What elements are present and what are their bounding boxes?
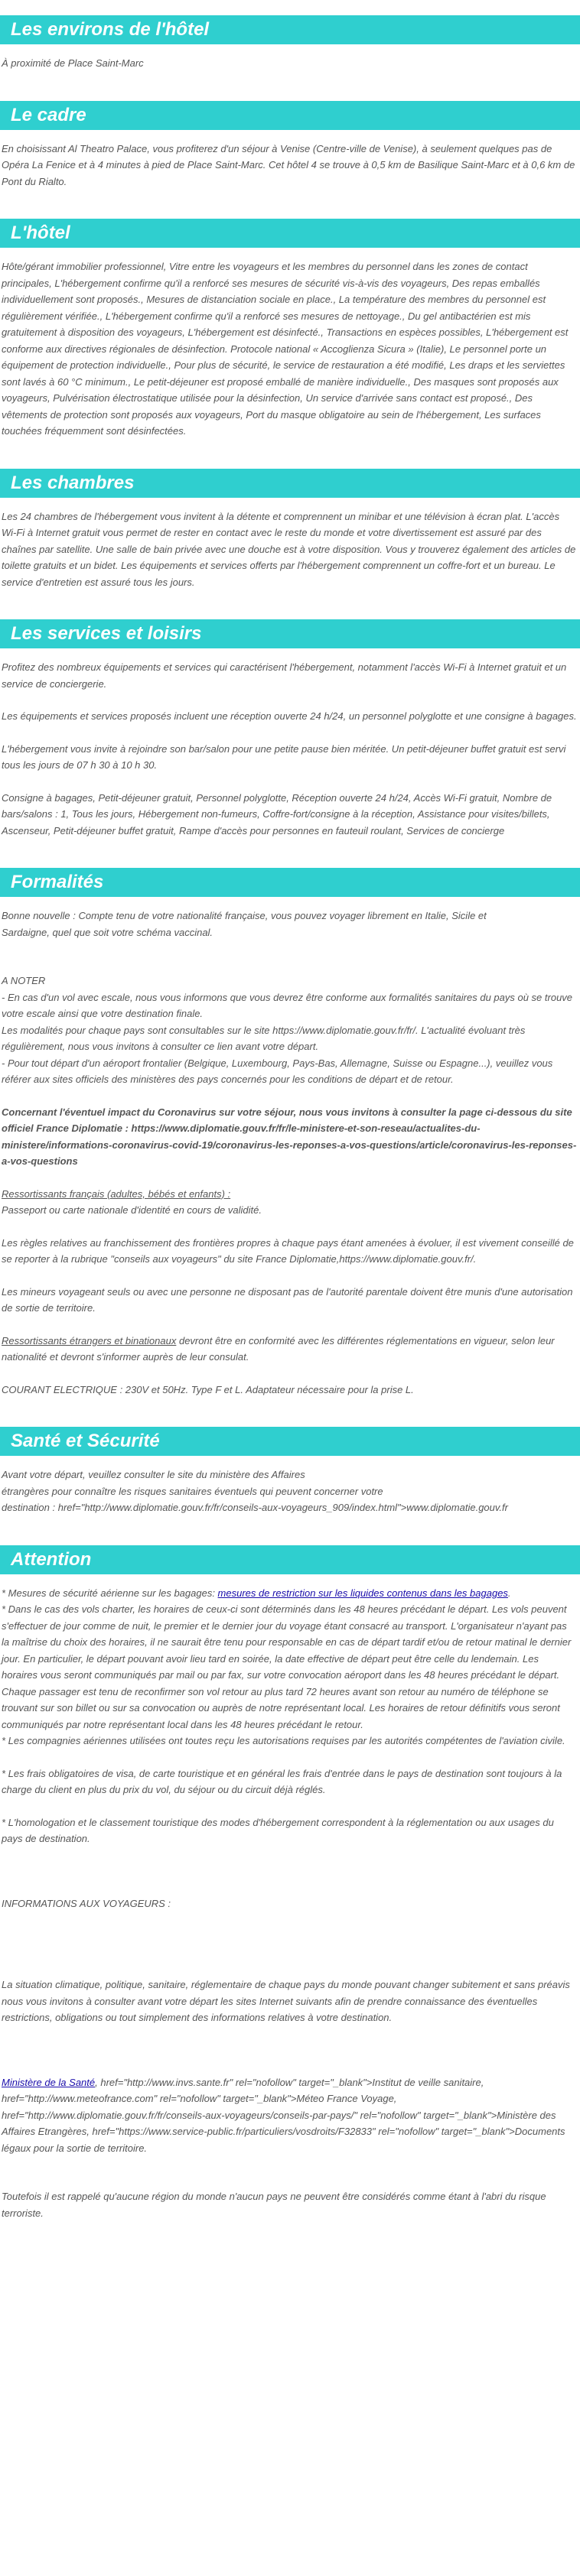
attention-mesure-1-text: * Mesures de sécurité aérienne sur les bagages: [2, 1587, 218, 1599]
sante-line-2: étrangères pour connaître les risques sanitaires éventuels qui peuvent concerner votre [2, 1485, 383, 1497]
sante-line-1: Avant votre départ, veuillez consulter le site du ministère des Affaires [2, 1469, 305, 1480]
formalites-regles: Les règles relatives au franchissement des frontières propres à chaque pays étant amenées à évoluer, il est vivement conseillé de se reporter à la rubrique "conseils aux voyageurs" du site France Diplomatie,https://www.diplomatie.gouv.fr/. [2, 1236, 574, 1265]
section-title-services: Les services et loisirs [0, 619, 580, 648]
hotel-text: Hôte/gérant immobilier professionnel, Vitre entre les voyageurs et les membres du personnel dans les zones de contact principales, L'hébergement confirme qu'il a renforcé ses mesures de sécurité vis-à-vis des voyageurs, Des repas emballés individuellement sont proposés., Mesures de distanciation sociale en place., La température des membres du personnel est régulièrement vérifiée., L'hébergement confirme qu'il a renforcé ses mesures de nettoyage., Du gel antibactérien est mis gratuitement à disposition des voyageurs, L'hébergement est désinfecté., Transactions en espèces possibles, L'hébergement est conforme aux directives régionales de désinfection. Protocole national « Accoglienza Sicura » (Italie), Le personnel porte un équipement de protection individuelle., Pour plus de sécurité, le service de restauration a été modifié, Les draps et les serviettes sont lavés à 60 °C minimum., Le petit-déjeuner est proposé emballé de manière individuelle., Des masques sont proposés aux voyageurs, Pulvérisation électrostatique utilisée pour la désinfection, Un service d'arrivée sans contact est proposé., Des vêtements de protection sont proposés aux voyageurs, Port du masque obligatoire au sein de l'hébergement, Les surfaces touchées fréquemment sont désinfectées. [2, 261, 569, 437]
formalites-intro-1: Bonne nouvelle : Compte tenu de votre nationalité française, vous pouvez voyager librement en Italie, Sicile et [2, 910, 487, 921]
sante-line-3: destination : href="http://www.diplomatie.gouv.fr/fr/conseils-aux-voyageurs_909/index.html">www.diplomatie.gouv.fr [2, 1502, 508, 1513]
attention-liens-text: , href="http://www.invs.sante.fr" rel="nofollow" target="_blank">Institut de veille sanitaire, href="http://www.meteofrance.com" rel="nofollow" target="_blank">Méteo France Voyage, href="http://www.diplomatie.gouv.fr/fr/conseils-aux-voyageurs/conseils-par-pays/" rel="nofollow" target="_blank">Ministère des Affaires Etrangères, href="https://www.service-public.fr/particuliers/vosdroits/F32833" rel="nofollow" target="_blank">Documents légaux pour la sortie de territoire. [2, 2076, 565, 2154]
ministere-sante-link[interactable]: Ministère de la Santé [2, 2076, 96, 2088]
section-chambres [0, 469, 580, 591]
section-formalites [0, 868, 580, 1398]
attention-compagnies: * Les compagnies aériennes utilisées ont toutes reçu les autorisations requises par les autorités compétentes de l'aviation civile. [2, 1735, 565, 1746]
section-title-hotel: L'hôtel [0, 219, 580, 248]
formalites-intro-2: Sardaigne, quel que soit votre schéma vaccinal. [2, 926, 213, 938]
attention-info-title: INFORMATIONS AUX VOYAGEURS : [2, 1897, 171, 1909]
formalites-etrangers-label: Ressortissants étrangers et binationaux [2, 1334, 177, 1346]
section-title-formalites: Formalités [0, 868, 580, 897]
formalites-note-1: - En cas d'un vol avec escale, nous vous informons que vous devrez être conforme aux formalités sanitaires du pays où se trouve votre escale ainsi que votre destination finale. [2, 991, 573, 1019]
services-p1: Profitez des nombreux équipements et services qui caractérisent l'hébergement, notamment l'accès Wi-Fi à Internet gratuit et un service de conciergerie. [2, 661, 567, 690]
formalites-ressortissants-title: Ressortissants français (adultes, bébés et enfants) : [2, 1187, 231, 1200]
section-cadre [0, 101, 580, 190]
formalites-courant: COURANT ELECTRIQUE : 230V et 50Hz. Type F et L. Adaptateur nécessaire pour la prise L. [2, 1383, 414, 1395]
formalites-note-2: Les modalités pour chaque pays sont consultables sur le site https://www.diplomatie.gouv.fr/fr/. L'actualité évoluant très régulièrement, nous vous invitons à consulter ce lien avant votre départ. [2, 1024, 526, 1052]
liquides-restriction-link[interactable]: mesures de restriction sur les liquides contenus dans les bagages [217, 1587, 508, 1599]
section-services [0, 619, 580, 839]
section-title-environs: Les environs de l'hôtel [0, 15, 580, 44]
attention-homologation: * L'homologation et le classement touristique des modes d'hébergement correspondent à la réglementation ou aux usages du pays de destination. [2, 1816, 554, 1844]
section-sante [0, 1427, 580, 1516]
services-p3: L'hébergement vous invite à rejoindre son bar/salon pour une petite pause bien méritée. Un petit-déjeuner buffet gratuit est servi tous les jours de 07 h 30 à 10 h 30. [2, 742, 566, 771]
section-attention [0, 1545, 580, 2222]
formalites-coronavirus: Concernant l'éventuel impact du Coronavirus sur votre séjour, nous vous invitons à consulter la page ci-dessous du site officiel France Diplomatie : https://www.diplomatie.gouv.fr/fr/le-ministere-et-son-reseau/actualites-du-ministere/informations-coronavirus-covid-19/coronavirus-les-reponses-a-vos-questions/article/coronavirus-les-reponses-a-vos-questions [2, 1106, 577, 1167]
cadre-text: En choisissant Al Theatro Palace, vous profiterez d'un séjour à Venise (Centre-ville de Venise), à seulement quelques pas de Opéra La Fenice et à 4 minutes à pied de Place Saint-Marc. Cet hôtel 4 se trouve à 0,5 km de Basilique Saint-Marc et à 0,6 km de Pont du Rialto. [2, 142, 575, 187]
services-p4: Consigne à bagages, Petit-déjeuner gratuit, Personnel polyglotte, Réception ouverte 24 h/24, Accès Wi-Fi gratuit, Nombre de bars/salons : 1, Tous les jours, Hébergement non-fumeurs, Coffre-fort/consigne à la réception, Assistance pour visites/billets, Ascenseur, Petit-déjeuner buffet gratuit, Rampe d'accès pour personnes en fauteuil roulant, Services de concierge [2, 791, 552, 836]
section-hotel [0, 219, 580, 440]
section-title-cadre: Le cadre [0, 101, 580, 130]
section-environs [0, 15, 580, 72]
section-title-attention: Attention [0, 1545, 580, 1574]
environs-text: À proximité de Place Saint-Marc [2, 57, 144, 69]
attention-mesure-1-end: . [507, 1587, 511, 1599]
attention-mesure-1 [2, 1585, 577, 1602]
attention-visa: * Les frais obligatoires de visa, de carte touristique et en général les frais d'entrée dans le pays de destination sont toujours à la charge du client en plus du prix du vol, du séjour ou du circuit déjà réglés. [2, 1767, 562, 1795]
formalites-mineurs: Les mineurs voyageant seuls ou avec une personne ne disposant pas de l'autorité parentale doivent être munis d'une autorisation de sortie de territoire. [2, 1285, 573, 1314]
section-title-sante: Santé et Sécurité [0, 1427, 580, 1456]
services-p2: Les équipements et services proposés incluent une réception ouverte 24 h/24, un personnel polyglotte et une consigne à bagages. [2, 710, 577, 722]
formalites-etrangers-text: devront être en conformité avec les différentes réglementations en vigueur, selon leur nationalité et devront s'informer auprès de leur consulat. [2, 1334, 555, 1363]
formalites-anoter: A NOTER [2, 975, 46, 986]
attention-charter: * Dans le cas des vols charter, les horaires de ceux-ci sont déterminés dans les 48 heures précédant le départ. Les vols peuvent s'effectuer de jour comme de nuit, le premier et le dernier jour du voyage étant consacré au transport. L'organisateur n'ayant pas la maîtrise du choix des horaires, il ne saurait être tenu pour responsable en cas de départ tardif et/ou de retour matinal le dernier jour. En particulier, le départ pouvant avoir lieu tard en soirée, la date effective de départ peut être celle du lendemain. Les horaires vous seront communiqués par mail ou par fax, sur votre convocation aéroport dans les 48 heures précédant le départ. Chaque passager est tenu de reconfirmer son vol retour au plus tard 72 heures avant son retour au numéro de téléphone se trouvant sur son billet ou sur sa convocation ou auprès de notre représentant local. Les horaires de retour définitifs vous seront communiqués par notre représentant local dans les 48 heures précédant le retour. [2, 1603, 572, 1730]
chambres-text: Les 24 chambres de l'hébergement vous invitent à la détente et comprennent un minibar et une télévision à écran plat. L'accès Wi-Fi à Internet gratuit vous permet de rester en contact avec le reste du monde et votre divertissement est assuré par des chaînes par satellite. Une salle de bain privée avec une douche est à votre disposition. Vous y trouverez également des articles de toilette gratuits et un bidet. Les équipements et services offerts par l'hébergement comprennent un coffre-fort et un bureau. Le service d'entretien est assuré tous les jours. [2, 510, 576, 588]
formalites-note-3: - Pour tout départ d'un aéroport frontalier (Belgique, Luxembourg, Pays-Bas, Allemagne, Suisse ou Espagne...), veuillez vous référer aux sites officiels des ministères des pays concernés pour les conditions de départ et de retour. [2, 1057, 553, 1085]
attention-situation: La situation climatique, politique, sanitaire, réglementaire de chaque pays du monde pouvant changer subitement et sans préavis nous vous invitons à consulter avant votre départ les sites Internet suivants afin de prendre connaissance des éventuelles restrictions, obligations ou tout simplement des informations relatives à votre destination. [2, 1979, 570, 2023]
section-title-chambres: Les chambres [0, 469, 580, 498]
formalites-etrangers [2, 1333, 577, 1366]
attention-liens [2, 2074, 577, 2157]
attention-toutefois: Toutefois il est rappelé qu'aucune région du monde n'aucun pays ne peuvent être considérés comme étant à l'abri du risque terroriste. [2, 2191, 546, 2219]
formalites-ressortissants-text: Passeport ou carte nationale d'identité en cours de validité. [2, 1204, 262, 1216]
